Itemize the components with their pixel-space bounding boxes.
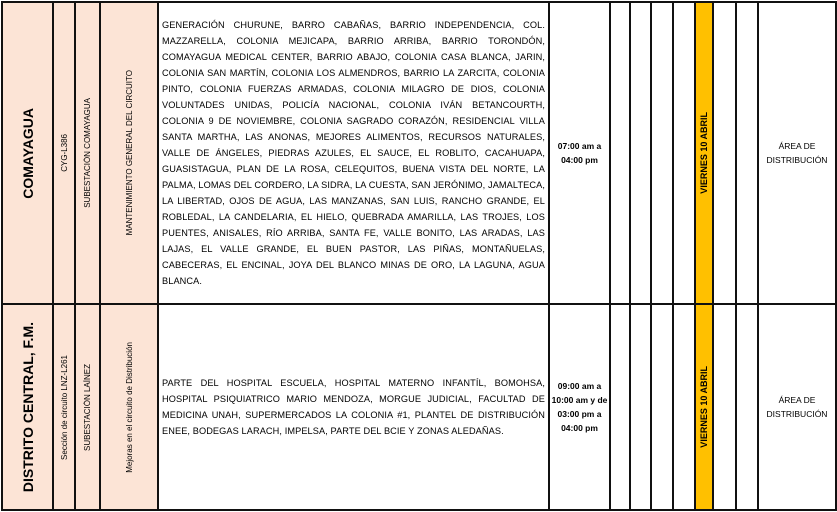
responsable-cell	[758, 2, 836, 304]
subestacion-cell	[75, 304, 100, 510]
trabajo: MANTENIMIENTO GENERAL DEL CIRCUITO	[124, 70, 134, 236]
empty-cell	[610, 2, 630, 304]
subestacion: SUBESTACIÓN COMAYAGUA	[83, 98, 92, 208]
outage-schedule-table	[1, 1, 837, 511]
circuito-cell	[53, 304, 75, 510]
trabajo-cell	[100, 304, 158, 510]
sectores: PARTE DEL HOSPITAL ESCUELA, HOSPITAL MATERNO INFANTÍL, BOMOHSA, HOSPITAL PSIQUIATRICO MARIO MENDOZA, MORGUE JUDICIAL, FACULTAD DE MEDICINA UNAH, SUPERMERCADOS LA COLONIA #1, PLANTEL DE DISTRIBUCIÓN ENEE, BODEGAS LARACH, IMPELSA, PARTE DEL BCIE Y ZONAS ALEDAÑAS.	[162, 378, 545, 436]
sectores: GENERACIÓN CHURUNE, BARRO CABAÑAS, BARRIO INDEPENDENCIA, COL. MAZZARELLA, COLONIA MEJICAPA, BARRIO ARRIBA, BARRIO TORONDÓN, COMAYAGUA MEDICAL CENTER, BARRIO ABAJO, COLONIA CASA BLANCA, JARIN, COLONIA SAN MARTÍN, COLONIA LOS ALMENDROS, BARRIO LA ZARCITA, COLONIA PINTO, COLONIA FUERZAS ARMADAS, COLONIA MILAGRO DE DIOS, COLONIA VOLUNTADES UNIDAS, POLICÍA NACIONAL, COLONIA IVÁN BETANCOURTH, COLONIA 9 DE NOVIEMBRE, COLONIA SAGRADO CORAZÓN, RESIDENCIAL VILLA SANTA MARTHA, LAS ANONAS, MEJORES ALIMENTOS, RECURSOS NATURALES, VALLE DE ÁNGELES, PIEDRAS AZULES, EL SAUCE, EL ROBLITO, CACAHUAPA, GUASISTAGUA, PLAN DE LA ROSA, CELEQUITOS, BUENA VISTA DEL NORTE, LA PALMA, LOMAS DEL CORDERO, LA SIDRA, LA CUESTA, SAN JERÓNIMO, JAMALTECA, LA LIBERTAD, OJOS DE AGUA, LAS MANZANAS, SAN LUIS, RANCHO GRANDE, EL ROBLEDAL, LA CANDELARIA, EL HIELO, QUEBRADA AMARILLA, LAS TROJES, LOS PUENTES, ANISALES, RÍO ARRIBA, SANTA FE, VALLE BONITO, LAS ARADAS, LAS LAJAS, EL VALLE GRANDE, EL BUEN PASTOR, LAS PIÑAS, MONTAÑUELAS, CABECERAS, EL ENCINAL, JOYA DEL BLANCO MINAS DE ORO, LA LAGUNA, AGUA BLANCA.	[162, 20, 545, 286]
responsable: ÁREA DE DISTRIBUCIÓN	[766, 141, 828, 165]
subestacion-cell	[75, 2, 100, 304]
empty-cell	[651, 2, 673, 304]
responsable: ÁREA DE DISTRIBUCIÓN	[766, 395, 828, 419]
municipio: COMAYAGUA	[19, 107, 36, 199]
municipio: DISTRITO CENTRAL, F.M.	[19, 321, 36, 493]
empty-cell	[713, 2, 736, 304]
empty-cell	[630, 304, 651, 510]
horario-cell	[549, 2, 610, 304]
circuito-cell	[53, 2, 75, 304]
municipio-cell	[2, 304, 53, 510]
circuito: CYG-L386	[59, 134, 69, 172]
sectores-cell	[158, 304, 549, 510]
trabajo: Mejoras en el circuito de Distribución	[124, 341, 134, 473]
empty-cell	[651, 304, 673, 510]
municipio-cell	[2, 2, 53, 304]
trabajo-cell	[100, 2, 158, 304]
dia-cell	[695, 2, 713, 304]
subestacion: SUBESTACIÓN LAÍNEZ	[83, 363, 92, 451]
responsable-cell	[758, 304, 836, 510]
empty-cell	[673, 2, 695, 304]
empty-cell	[630, 2, 651, 304]
dia: VIERNES 10 ABRIL	[699, 366, 709, 448]
table-row	[2, 304, 836, 510]
empty-cell	[713, 304, 736, 510]
table-row	[2, 2, 836, 304]
horario-cell	[549, 304, 610, 510]
sectores-cell	[158, 2, 549, 304]
empty-cell	[610, 304, 630, 510]
dia-cell	[695, 304, 713, 510]
horario: 09:00 am a 10:00 am y de 03:00 pm a 04:00 pm	[551, 381, 608, 433]
horario: 07:00 am a 04:00 pm	[557, 141, 602, 165]
empty-cell	[736, 2, 758, 304]
circuito: Sección de circuito LNZ-L261	[59, 354, 69, 460]
dia: VIERNES 10 ABRIL	[699, 112, 709, 194]
empty-cell	[673, 304, 695, 510]
empty-cell	[736, 304, 758, 510]
